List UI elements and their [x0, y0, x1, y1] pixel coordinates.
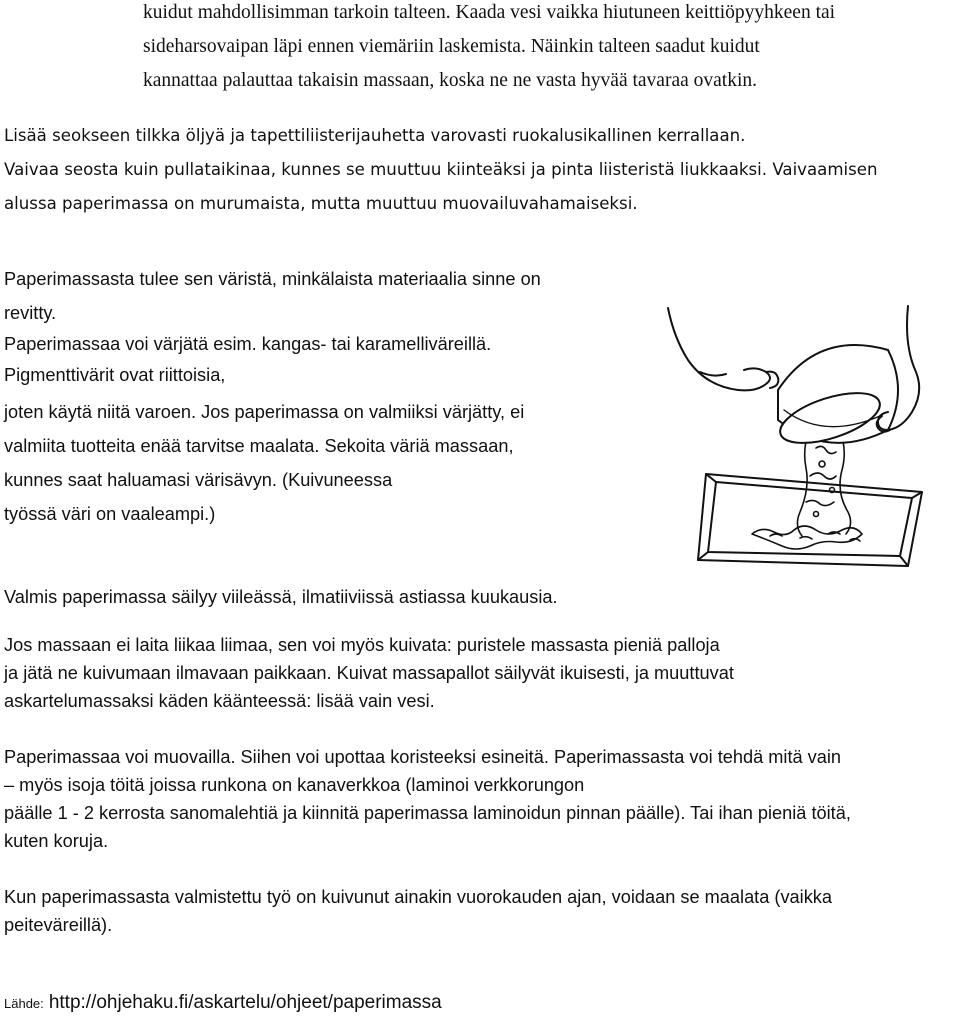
text-line: Pigmenttivärit ovat riittoisia,: [4, 365, 226, 385]
text-line: työssä väri on vaaleampi.): [4, 504, 216, 524]
paragraph-painting: [4, 883, 832, 939]
source-line: [4, 988, 442, 1018]
paragraph-intro: [143, 0, 835, 98]
text-line: Paperimassaa voi värjätä esim. kangas- tai karamelliväreillä.: [4, 334, 492, 354]
text-line: Paperimassaa voi muovailla. Siihen voi upottaa koristeeksi esineitä. Paperimassasta voi tehdä mitä vain: [4, 747, 842, 767]
paragraph-drying: [4, 631, 734, 715]
source-label: Lähde:: [4, 996, 44, 1011]
text-line: kunnes saat haluamasi värisävyn. (Kuivuneessa: [4, 470, 393, 490]
paragraph-mixing: [4, 119, 877, 221]
text-line: Kun paperimassasta valmistettu työ on kuivunut ainakin vuorokauden ajan, voidaan se maalata (vaikka: [4, 887, 833, 907]
text-line: askartelumassaksi käden käänteessä: lisää vain vesi.: [4, 691, 435, 711]
text-line: Valmis paperimassa säilyy viileässä, ilmatiiviissä astiassa kuukausia.: [4, 587, 558, 607]
paragraph-color: [4, 262, 541, 531]
text-line: sideharsovaipan läpi ennen viemäriin laskemista. Näinkin talteen saadut kuidut: [143, 36, 760, 57]
pot: [774, 345, 898, 453]
tray: [698, 474, 922, 566]
paragraph-storage: [4, 580, 558, 614]
text-line: Paperimassasta tulee sen väristä, minkälaista materiaalia sinne on: [4, 269, 541, 289]
text-line: Lisää seokseen tilkka öljyä ja tapettiliisterijauhetta varovasti ruokalusikallinen kerrallaan.: [4, 126, 746, 145]
text-line: kuidut mahdollisimman tarkoin talteen. Kaada vesi vaikka hiutuneen keittiöpyyhkeen tai: [143, 2, 836, 23]
text-line: kuten koruja.: [4, 831, 109, 851]
source-link[interactable]: http://ohjehaku.fi/askartelu/ohjeet/paperimassa: [48, 992, 442, 1013]
text-line: ja jätä ne kuivumaan ilmavaan paikkaan. Kuivat massapallot säilyvät ikuisesti, ja muuttuvat: [4, 663, 734, 683]
text-line: peiteväreillä).: [4, 915, 113, 935]
text-line: päälle 1 - 2 kerrosta sanomalehtiä ja kiinnitä paperimassa laminoidun pinnan päälle). Tai ihan pieniä töitä,: [4, 803, 851, 823]
left-hand: [668, 308, 778, 390]
pouring-pulp-illustration: [660, 298, 960, 572]
text-line: alussa paperimassa on murumaista, mutta muuttuu muovailuvahamaiseksi.: [4, 194, 638, 213]
text-line: joten käytä niitä varoen. Jos paperimassa on valmiiksi värjätty, ei: [4, 402, 525, 422]
text-line: kannattaa palauttaa takaisin massaan, koska ne ne vasta hyvää tavaraa ovatkin.: [143, 70, 757, 91]
paragraph-shaping: [4, 743, 851, 855]
text-line: Vaivaa seosta kuin pullataikinaa, kunnes se muuttuu kiinteäksi ja pinta liisteristä liukkaaksi. Vaivaamisen: [4, 160, 878, 179]
text-line: revitty.: [4, 303, 57, 323]
text-line: – myös isoja töitä joissa runkona on kanaverkkoa (laminoi verkkorungon: [4, 775, 585, 795]
text-line: valmiita tuotteita enää tarvitse maalata. Sekoita väriä massaan,: [4, 436, 514, 456]
text-line: Jos massaan ei laita liikaa liimaa, sen voi myös kuivata: puristele massasta pieniä palloja: [4, 635, 720, 655]
